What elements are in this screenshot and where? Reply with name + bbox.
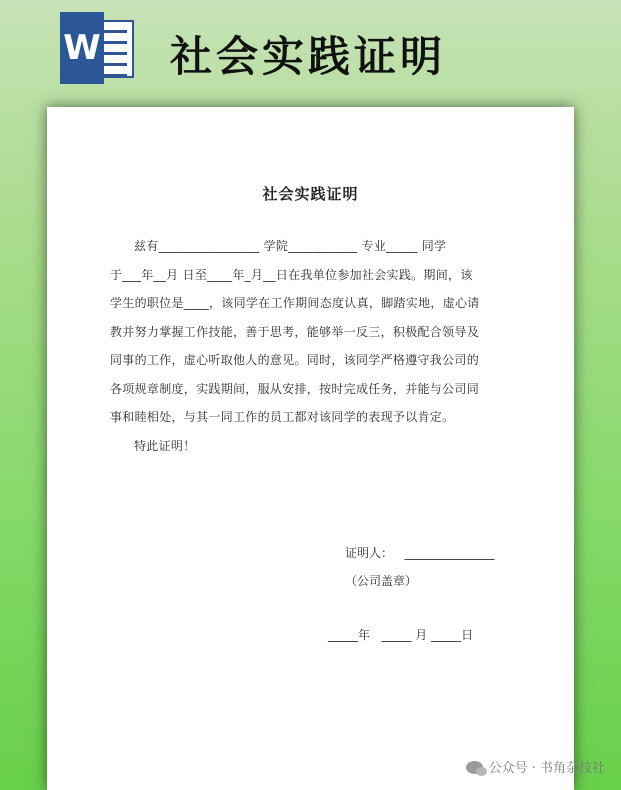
banner-title: 社会实践证明 xyxy=(170,32,447,81)
signer-line: 证明人： _______________ xyxy=(345,546,495,560)
document-body xyxy=(110,232,499,460)
date-line: _____年 _____ 月 _____日 xyxy=(328,628,474,642)
document-page xyxy=(47,107,574,790)
seal-label: （公司盖章） xyxy=(345,574,418,588)
watermark-text: 公众号 · 书角杂技社 xyxy=(488,761,605,776)
word-icon xyxy=(60,12,136,84)
document-title: 社会实践证明 xyxy=(262,185,359,203)
closing-line: 特此证明！ xyxy=(134,438,196,453)
body-line: 同事的工作，虚心听取他人的意见。同时，该同学严格遵守我公司的 xyxy=(110,353,480,367)
body-line: 兹有________________ 学院___________ 专业_____ 同学 xyxy=(134,239,447,253)
wechat-icon xyxy=(466,761,483,774)
watermark xyxy=(466,757,605,776)
body-line: 教并努力掌握工作技能，善于思考，能够举一反三，积极配合领导及 xyxy=(110,324,480,339)
header-banner xyxy=(0,0,621,100)
body-line: 事和睦相处，与其一同工作的员工都对该同学的表现予以肯定。 xyxy=(110,410,455,424)
body-line: 学生的职位是____，该同学在工作期间态度认真，脚踏实地，虚心请 xyxy=(110,296,480,310)
body-line: 于___年__月 日至____年_月__日在我单位参加社会实践。期间，该 xyxy=(110,267,473,282)
word-badge: W xyxy=(60,12,104,84)
body-line: 各项规章制度，实践期间，服从安排，按时完成任务，并能与公司同 xyxy=(110,381,480,396)
